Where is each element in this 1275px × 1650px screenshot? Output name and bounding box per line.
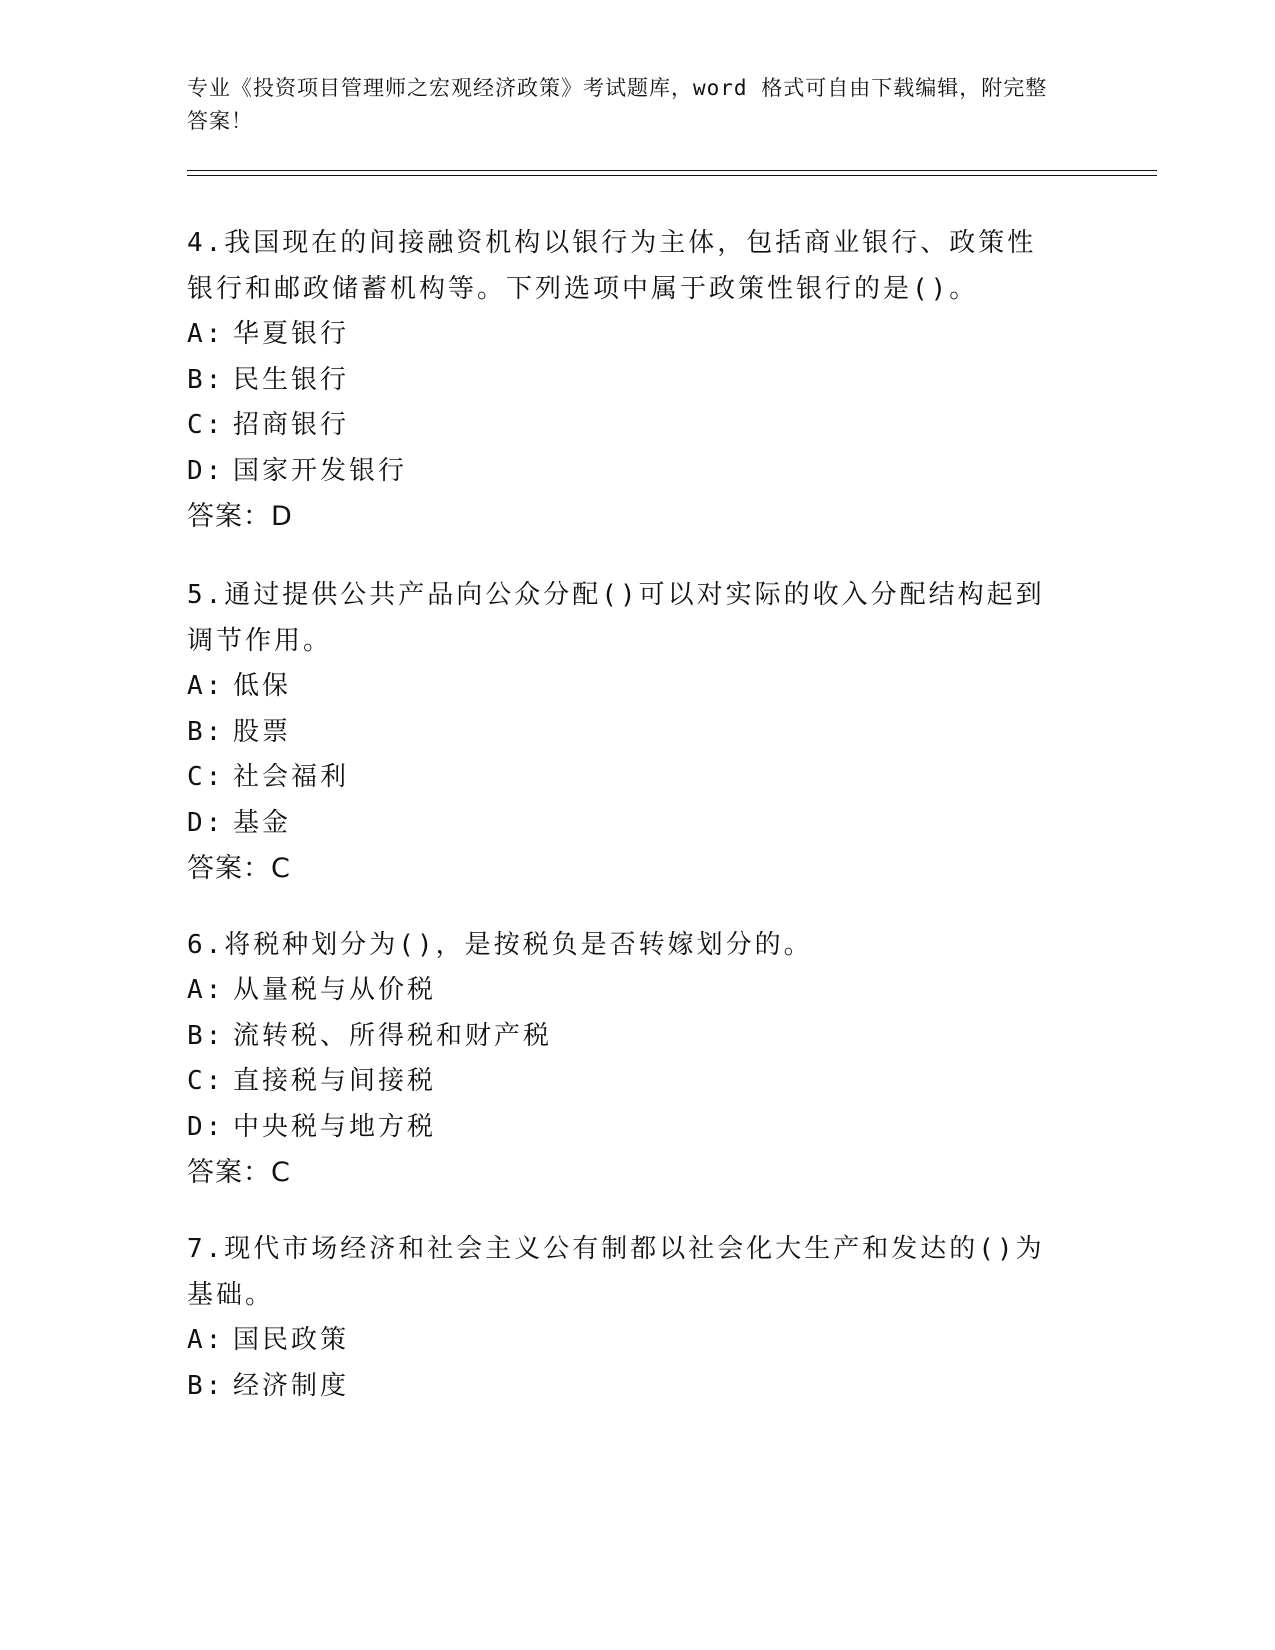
question-5: [187, 572, 1047, 892]
option-value: 股票: [233, 716, 292, 747]
option-value: 低保: [233, 671, 292, 701]
option-value: 国家开发银行: [233, 455, 408, 486]
answer-line: 答案：D: [187, 501, 293, 532]
option-key: C:: [187, 1066, 225, 1096]
question-4: [187, 220, 1047, 540]
option-value: 华夏银行: [233, 319, 350, 349]
option-c: [187, 1059, 1047, 1105]
question-text: 5.通过提供公共产品向公众分配()可以对实际的收入分配结构起到调节作用。: [187, 580, 1045, 656]
option-value: 社会福利: [233, 762, 350, 792]
option-key: D:: [187, 807, 225, 838]
option-key: B:: [187, 1020, 225, 1051]
header-rule-top: [187, 170, 1157, 171]
option-c: [187, 403, 1047, 449]
answer-line: 答案：C: [187, 1157, 291, 1188]
answer-line: 答案：C: [187, 853, 291, 884]
document-header: 专业《投资项目管理师之宏观经济政策》考试题库，word 格式可自由下载编辑，附完整答案！: [187, 76, 1048, 133]
option-d: [187, 801, 1047, 847]
option-key: A:: [187, 671, 225, 701]
option-b: [187, 358, 1047, 404]
option-value: 从量税与从价税: [233, 975, 437, 1005]
option-d: [187, 1105, 1047, 1151]
option-value: 国民政策: [233, 1325, 350, 1355]
option-value: 民生银行: [233, 364, 350, 395]
option-value: 中央税与地方税: [233, 1111, 437, 1142]
option-value: 招商银行: [233, 410, 350, 440]
option-a: [187, 968, 1047, 1014]
option-c: [187, 755, 1047, 801]
option-key: D:: [187, 1111, 225, 1142]
question-7: [187, 1226, 1047, 1409]
option-key: B:: [187, 364, 225, 395]
question-6: [187, 922, 1047, 1196]
option-key: C:: [187, 762, 225, 792]
option-b: [187, 710, 1047, 756]
option-key: D:: [187, 455, 225, 486]
question-text: 4.我国现在的间接融资机构以银行为主体，包括商业银行、政策性银行和邮政储蓄机构等。下列选项中属于政策性银行的是()。: [187, 228, 1037, 304]
option-a: [187, 664, 1047, 710]
option-value: 直接税与间接税: [233, 1066, 437, 1096]
option-b: [187, 1014, 1047, 1060]
option-value: 流转税、所得税和财产税: [233, 1020, 553, 1051]
option-key: C:: [187, 410, 225, 440]
option-key: A:: [187, 319, 225, 349]
header-rule-bottom: [187, 175, 1157, 176]
option-value: 经济制度: [233, 1370, 350, 1401]
option-b: [187, 1364, 1047, 1410]
option-d: [187, 449, 1047, 495]
option-a: [187, 312, 1047, 358]
option-key: B:: [187, 716, 225, 747]
option-key: A:: [187, 1325, 225, 1355]
option-key: B:: [187, 1370, 225, 1401]
option-value: 基金: [233, 807, 292, 838]
question-text: 7.现代市场经济和社会主义公有制都以社会化大生产和发达的()为基础。: [187, 1234, 1045, 1310]
question-text: 6.将税种划分为()，是按税负是否转嫁划分的。: [187, 930, 813, 960]
option-a: [187, 1318, 1047, 1364]
option-key: A:: [187, 975, 225, 1005]
